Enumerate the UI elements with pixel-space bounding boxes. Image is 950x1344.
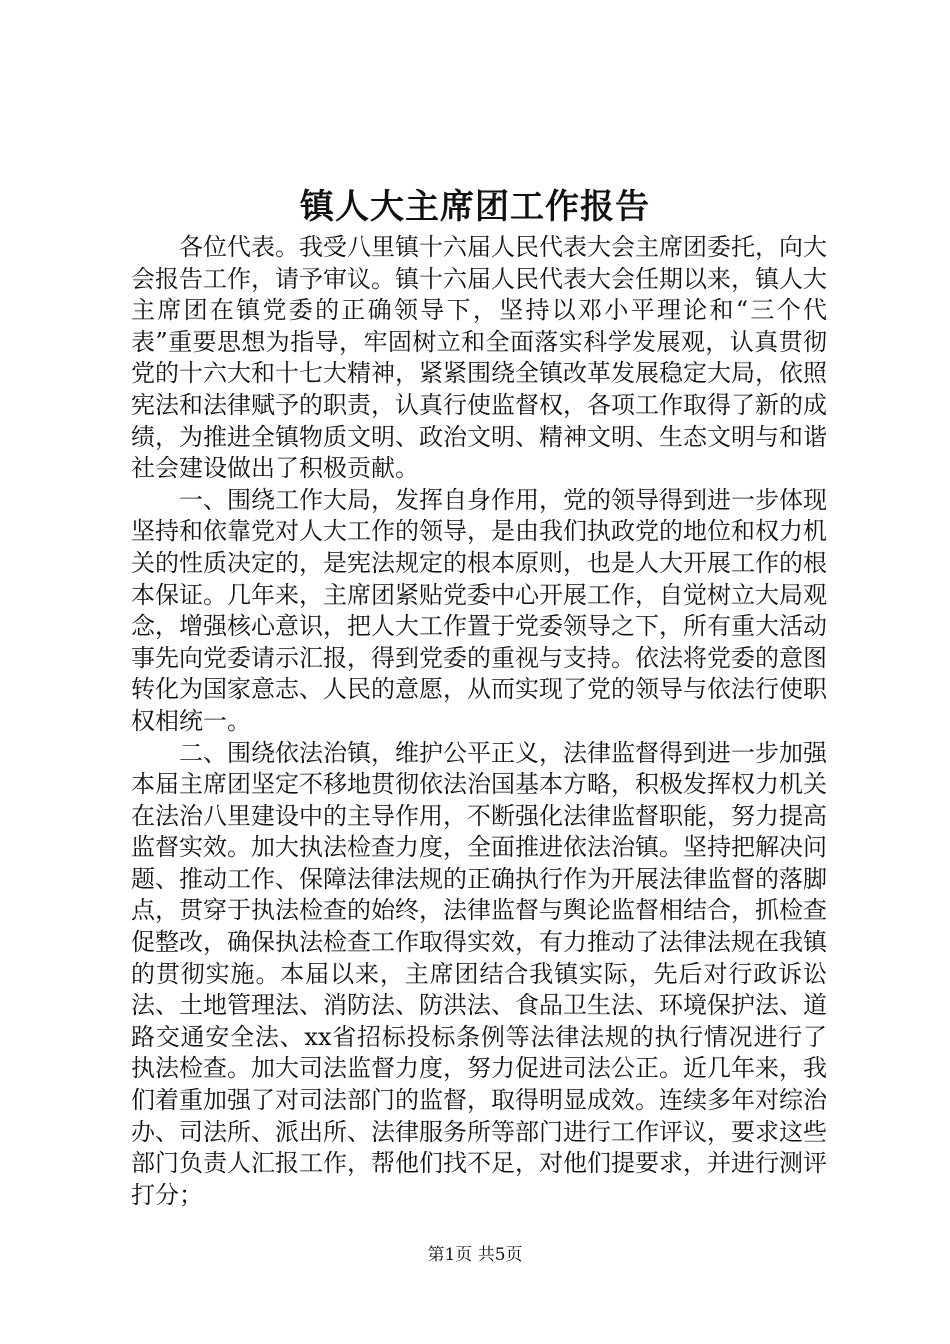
document-title: 镇人大主席团工作报告: [300, 187, 650, 227]
page-footer: [0, 1243, 950, 1267]
document-body: [131, 232, 827, 1211]
page-number-current: 第1页: [427, 1245, 473, 1265]
page-number-total: 共5页: [477, 1245, 523, 1265]
paragraph-section-1: 一、围绕工作大局，发挥自身作用，党的领导得到进一步体现坚持和依靠党对人大工作的领导，是由我们执政党的地位和权力机关的性质决定的，是宪法规定的根本原则，也是人大开展工作的根本保证。几年来，主席团紧贴党委中心开展工作，自觉树立大局观念，增强核心意识，把人大工作置于党委领导之下，所有重大活动事先向党委请示汇报，得到党委的重视与支持。依法将党委的意图转化为国家意志、人民的意愿，从而实现了党的领导与依法行使职权相统一。: [131, 485, 827, 735]
paragraph-intro: 各位代表。我受八里镇十六届人民代表大会主席团委托，向大会报告工作，请予审议。镇十六届人民代表大会任期以来，镇人大主席团在镇党委的正确领导下，坚持以邓小平理论和“三个代表”重要思想为指导，牢固树立和全面落实科学发展观，认真贯彻党的十六大和十七大精神，紧紧围绕全镇改革发展稳定大局，依照宪法和法律赋予的职责，认真行使监督权，各项工作取得了新的成绩，为推进全镇物质文明、政治文明、精神文明、生态文明与和谐社会建设做出了积极贡献。: [131, 233, 827, 483]
paragraph-section-2: 二、围绕依法治镇，维护公平正义，法律监督得到进一步加强本届主席团坚定不移地贯彻依法治国基本方略，积极发挥权力机关在法治八里建设中的主导作用，不断强化法律监督职能，努力提高监督实效。加大执法检查力度，全面推进依法治镇。坚持把解决问题、推动工作、保障法律法规的正确执行作为开展法律监督的落脚点，贯穿于执法检查的始终，法律监督与舆论监督相结合，抓检查促整改，确保执法检查工作取得实效，有力推动了法律法规在我镇的贯彻实施。本届以来，主席团结合我镇实际，先后对行政诉讼法、土地管理法、消防法、防洪法、食品卫生法、环境保护法、道路交通安全法、xx省招标投标条例等法律法规的执行情况进行了执法检查。加大司法监督力度，努力促进司法公正。近几年来，我们着重加强了对司法部门的监督，取得明显成效。连续多年对综治办、司法所、派出所、法律服务所等部门进行工作评议，要求这些部门负责人汇报工作，帮他们找不足，对他们提要求，并进行测评打分；: [131, 738, 827, 1209]
